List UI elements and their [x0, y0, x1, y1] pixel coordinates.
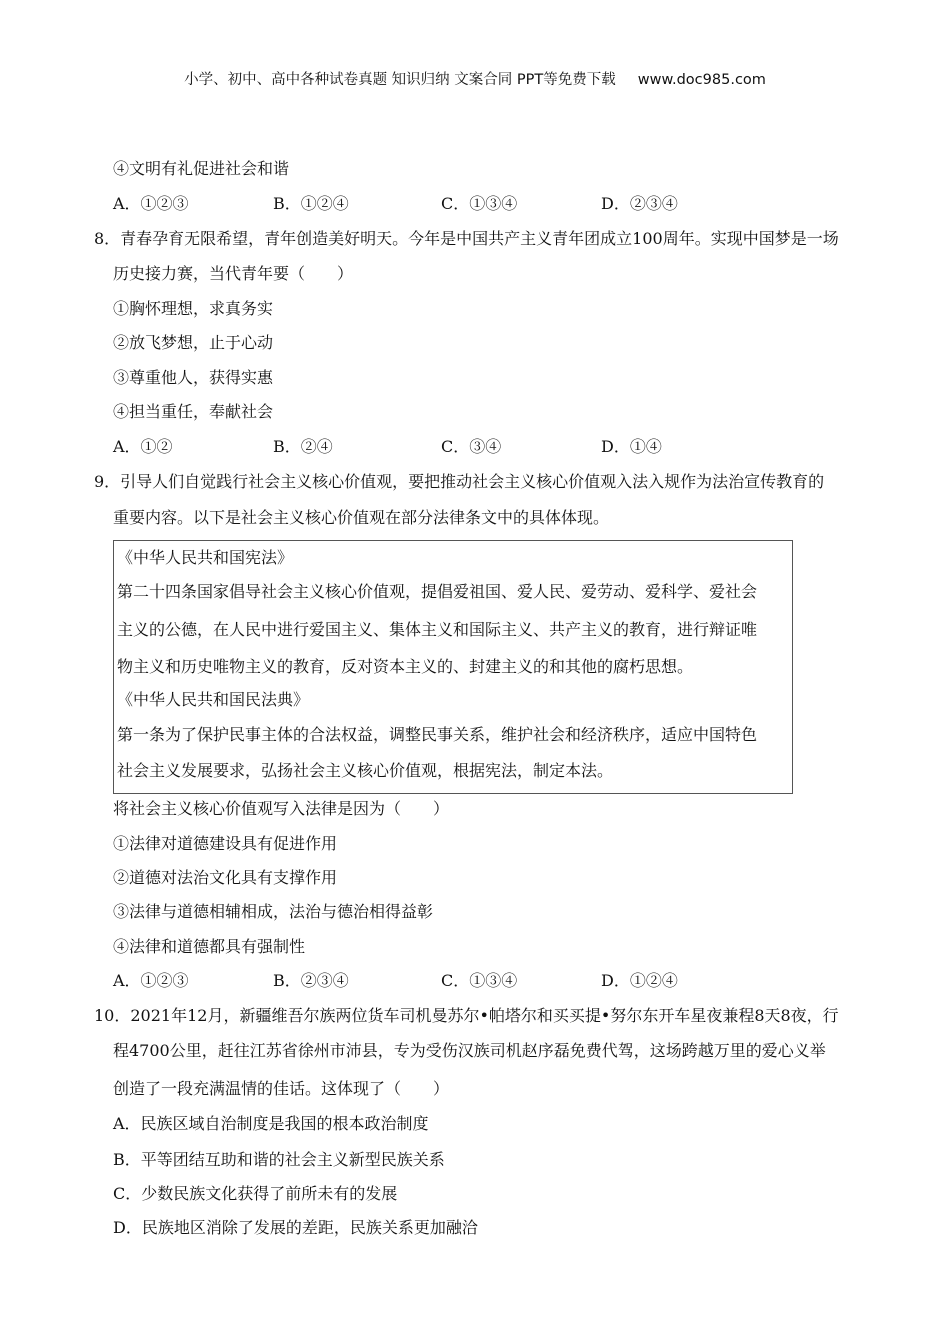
q9-stem-line-1: 9．引导人们自觉践行社会主义核心价值观，要把推动社会主义核心价值观入法入规作为法治宣传教育的	[94, 472, 825, 491]
q9-question: 将社会主义核心价值观写入法律是因为（ ）	[113, 799, 450, 818]
header-url: www.doc985.com	[637, 72, 766, 88]
law1-title: 《中华人民共和国宪法》	[117, 548, 294, 567]
page-header	[0, 68, 950, 89]
law2-title: 《中华人民共和国民法典》	[117, 690, 310, 709]
q10-option-a: A．民族区域自治制度是我国的根本政治制度	[113, 1114, 429, 1133]
q10-option-d: D．民族地区消除了发展的差距，民族关系更加融洽	[113, 1218, 478, 1237]
q10-option-b: B．平等团结互助和谐的社会主义新型民族关系	[113, 1150, 445, 1169]
law1-line-2: 主义的公德，在人民中进行爱国主义、集体主义和国际主义、共产主义的教育，进行辩证唯	[117, 620, 758, 639]
q8-option-c: C．③④	[441, 437, 502, 456]
q10-stem-line-1: 10．2021年12月，新疆维吾尔族两位货车司机曼苏尔•帕塔尔和买买提•努尔东开车星夜兼程8天8夜，行	[94, 1006, 839, 1025]
q8-option-d: D．①④	[601, 437, 662, 456]
q7-option-b: B．①②④	[273, 194, 349, 213]
q10-stem-line-3: 创造了一段充满温情的佳话。这体现了（ ）	[113, 1079, 450, 1098]
q9-item-4: ④法律和道德都具有强制性	[113, 937, 306, 956]
q7-option-a: A．①②③	[113, 194, 189, 213]
q9-option-c: C．①③④	[441, 971, 518, 990]
q8-item-4: ④担当重任，奉献社会	[113, 402, 274, 421]
q7-option-d: D．②③④	[601, 194, 678, 213]
q9-option-a: A．①②③	[113, 971, 189, 990]
q10-option-c: C．少数民族文化获得了前所未有的发展	[113, 1184, 398, 1203]
q8-stem-line-1: 8．青春孕育无限希望，青年创造美好明天。今年是中国共产主义青年团成立100周年。实现中国梦是一场	[94, 229, 839, 248]
q8-item-1: ①胸怀理想，求真务实	[113, 299, 274, 318]
law1-line-1: 第二十四条国家倡导社会主义核心价值观，提倡爱祖国、爱人民、爱劳动、爱科学、爱社会	[117, 582, 758, 601]
q8-option-b: B．②④	[273, 437, 333, 456]
q9-item-1: ①法律对道德建设具有促进作用	[113, 834, 338, 853]
q9-item-3: ③法律与道德相辅相成，法治与德治相得益彰	[113, 902, 434, 921]
q8-item-2: ②放飞梦想，止于心动	[113, 333, 274, 352]
q9-option-d: D．①②④	[601, 971, 678, 990]
q7-option-c: C．①③④	[441, 194, 518, 213]
law2-line-1: 第一条为了保护民事主体的合法权益，调整民事关系，维护社会和经济秩序，适应中国特色	[117, 725, 758, 744]
header-text: 小学、初中、高中各种试卷真题 知识归纳 文案合同 PPT等免费下载	[184, 72, 616, 88]
q9-option-b: B．②③④	[273, 971, 349, 990]
q8-option-a: A．①②	[113, 437, 173, 456]
law1-line-3: 物主义和历史唯物主义的教育，反对资本主义的、封建主义的和其他的腐朽思想。	[117, 657, 694, 676]
q9-stem-line-2: 重要内容。以下是社会主义核心价值观在部分法律条文中的具体体现。	[113, 508, 610, 527]
q8-item-3: ③尊重他人，获得实惠	[113, 368, 274, 387]
law2-line-2: 社会主义发展要求，弘扬社会主义核心价值观，根据宪法，制定本法。	[117, 761, 614, 780]
q9-item-2: ②道德对法治文化具有支撑作用	[113, 868, 338, 887]
q10-stem-line-2: 程4700公里，赶往江苏省徐州市沛县，专为受伤汉族司机赵序磊免费代驾，这场跨越万里的爱心义举	[113, 1041, 826, 1060]
q7-item-4: ④文明有礼促进社会和谐	[113, 159, 290, 178]
q8-stem-line-2: 历史接力赛，当代青年要（ ）	[113, 264, 354, 283]
